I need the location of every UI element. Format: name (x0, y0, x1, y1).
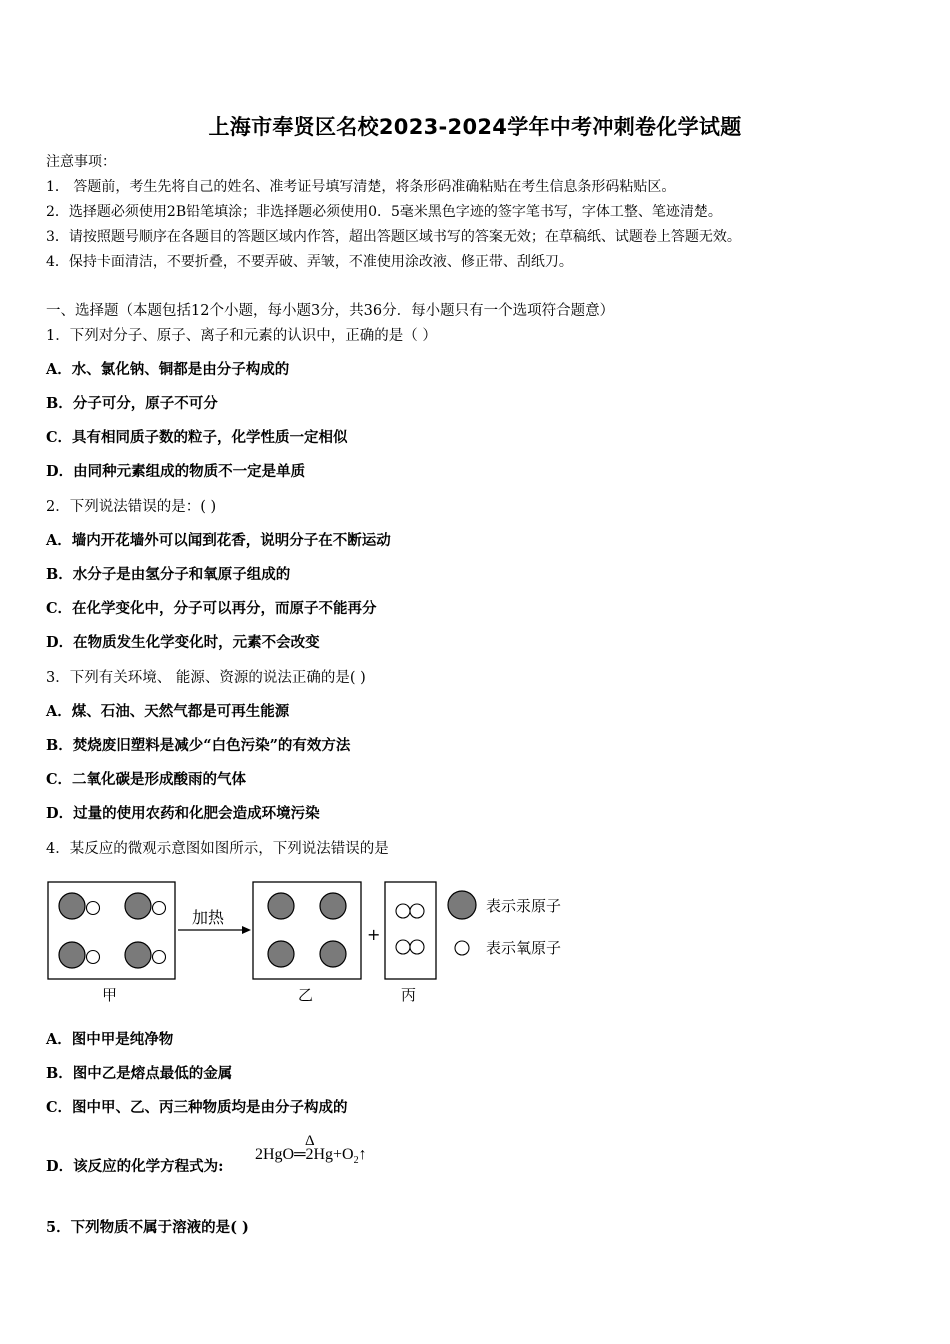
hg-atom (320, 893, 346, 919)
q1-option-d: D．由同种元素组成的物质不一定是单质 (46, 463, 306, 480)
box-yi (253, 882, 361, 979)
equation-right: 2Hg+O (305, 1146, 354, 1163)
o-atom (396, 904, 410, 918)
exam-title: 上海市奉贤区名校2023-2024学年中考冲刺卷化学试题 (208, 115, 742, 139)
hg-atom (320, 941, 346, 967)
legend-hg-atom (448, 891, 476, 919)
q3-option-c: C．二氧化碳是形成酸雨的气体 (46, 771, 247, 788)
o-atom (87, 902, 100, 915)
hg-atom (125, 893, 151, 919)
equation-equals: ═ (294, 1146, 306, 1163)
q1-stem: 1．下列对分子、原子、离子和元素的认识中，正确的是（ ） (46, 328, 437, 344)
label-bing: 丙 (401, 986, 417, 1004)
q4-option-d: D．该反应的化学方程式为: (46, 1158, 224, 1175)
hg-atoms (268, 893, 346, 967)
q3-option-b: B．焚烧废旧塑料是减少“白色污染”的有效方法 (46, 737, 351, 754)
hgo-molecules (59, 893, 166, 968)
gas-arrow: ↑ (358, 1146, 367, 1163)
notice-item-4: 4．保持卡面清洁，不要折叠，不要弄破、弄皱，不准使用涂改液、修正带、刮纸刀。 (46, 254, 573, 270)
q4-option-a: A．图中甲是纯净物 (46, 1031, 174, 1048)
q5-stem: 5．下列物质不属于溶液的是( ) (46, 1219, 249, 1236)
o-atom (410, 940, 424, 954)
hg-atom (268, 893, 294, 919)
hg-atom (268, 941, 294, 967)
equation-subscript: 2 (353, 1155, 359, 1166)
plus-sign: + (367, 925, 381, 944)
o-atom (153, 951, 166, 964)
q3-option-d: D．过量的使用农药和化肥会造成环境污染 (46, 805, 320, 822)
o-atom (396, 940, 410, 954)
label-yi: 乙 (298, 986, 314, 1004)
o-atom (410, 904, 424, 918)
arrow-label: 加热 (192, 908, 225, 927)
q4-option-b: B．图中乙是熔点最低的金属 (46, 1065, 233, 1082)
heat-delta: Δ (305, 1133, 315, 1149)
label-jia: 甲 (102, 986, 118, 1004)
hg-atom (59, 942, 85, 968)
o-atom (87, 951, 100, 964)
q3-stem: 3．下列有关环境、 能源、资源的说法正确的是( ) (46, 670, 366, 686)
legend-o-text: 表示氧原子 (486, 939, 562, 957)
q2-option-d: D．在物质发生化学变化时，元素不会改变 (46, 634, 320, 651)
q1-option-c: C．具有相同质子数的粒子，化学性质一定相似 (46, 429, 348, 446)
q1-option-a: A．水、氯化钠、铜都是由分子构成的 (46, 361, 290, 378)
equation-body (255, 1146, 367, 1166)
q2-option-c: C．在化学变化中，分子可以再分，而原子不能再分 (46, 600, 377, 617)
q2-option-b: B．水分子是由氢分子和氧原子组成的 (46, 566, 291, 583)
hg-atom (125, 942, 151, 968)
notice-item-1: 1． 答题前，考生先将自己的姓名、准考证号填写清楚，将条形码准确粘贴在考生信息条形码粘贴区。 (46, 179, 676, 195)
q2-stem: 2．下列说法错误的是：( ) (46, 499, 217, 515)
arrow-head (242, 926, 251, 934)
q2-option-a: A．墙内开花墙外可以闻到花香，说明分子在不断运动 (46, 532, 391, 549)
legend-hg-text: 表示汞原子 (486, 897, 562, 915)
o2-molecules (396, 904, 424, 954)
box-bing (385, 882, 436, 979)
o-atom (153, 902, 166, 915)
hg-atom (59, 893, 85, 919)
section-heading: 一、选择题（本题包括12个小题，每小题3分，共36分．每小题只有一个选项符合题意） (46, 303, 615, 319)
notice-item-2: 2．选择题必须使用2B铅笔填涂；非选择题必须使用0．5毫米黑色字迹的签字笔书写，字体工整、笔迹清楚。 (46, 204, 722, 220)
notice-heading: 注意事项： (46, 154, 116, 170)
q1-option-b: B．分子可分，原子不可分 (46, 395, 218, 412)
notice-item-3: 3．请按照题号顺序在各题目的答题区域内作答，超出答题区域书写的答案无效；在草稿纸、试题卷上答题无效。 (46, 229, 741, 245)
q4-option-c: C．图中甲、乙、丙三种物质均是由分子构成的 (46, 1099, 348, 1116)
reaction-diagram-svg (44, 873, 604, 1013)
equation-left: 2HgO (255, 1146, 295, 1163)
q4-stem: 4．某反应的微观示意图如图所示，下列说法错误的是 (46, 841, 389, 857)
legend-o-atom (455, 941, 469, 955)
q3-option-a: A．煤、石油、天然气都是可再生能源 (46, 703, 290, 720)
reaction-diagram (44, 873, 604, 1017)
